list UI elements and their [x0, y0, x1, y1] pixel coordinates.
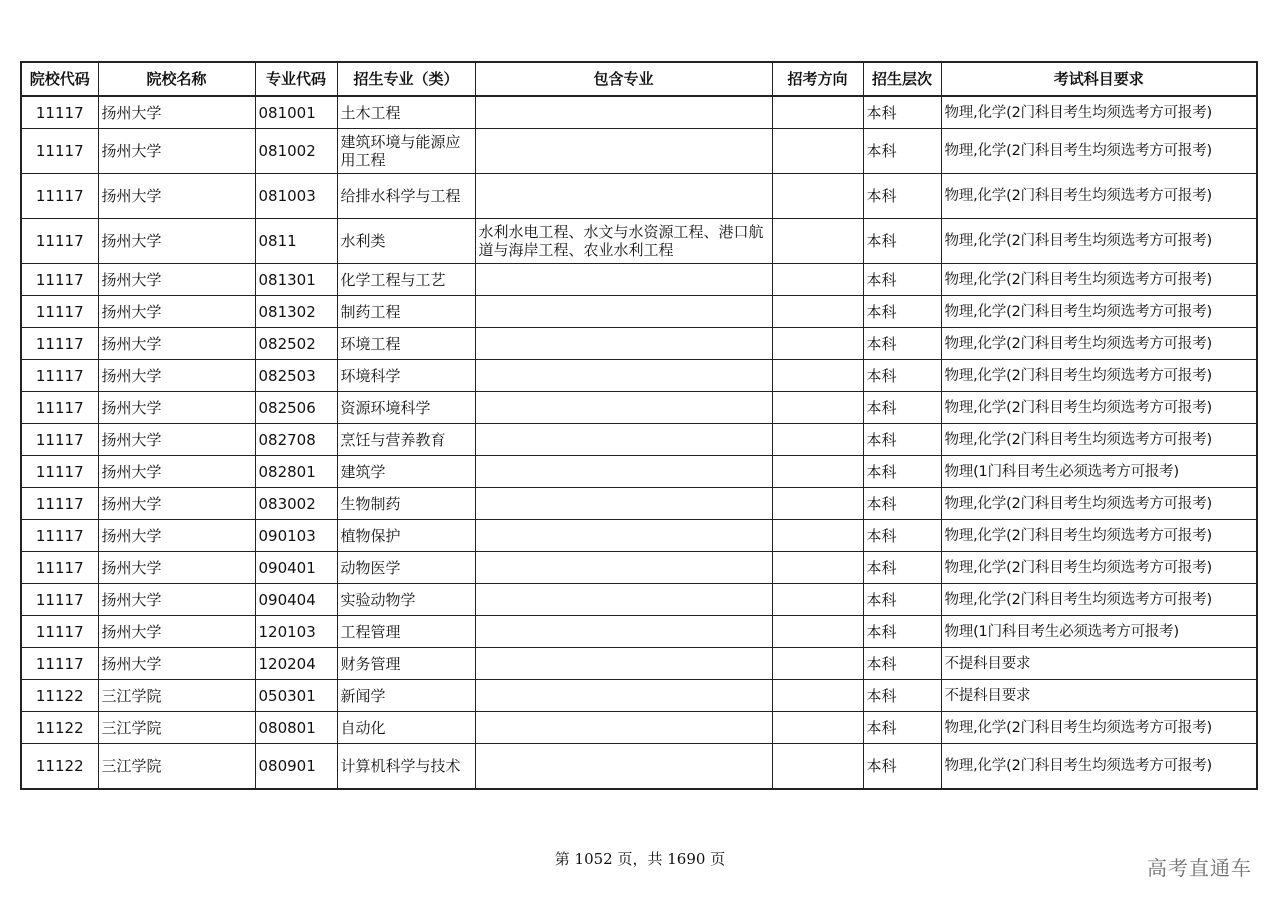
- cell-school-code: 11117: [21, 584, 98, 616]
- cell-direction: [772, 584, 863, 616]
- table-body: [21, 96, 1257, 789]
- cell-subject-requirement: 物理,化学(2门科目考生均须选考方可报考): [941, 174, 1257, 219]
- cell-included-majors: [475, 616, 772, 648]
- cell-subject-requirement: 物理(1门科目考生必须选考方可报考): [941, 616, 1257, 648]
- cell-major: 计算机科学与技术: [337, 744, 475, 790]
- table-row: [21, 174, 1257, 219]
- cell-direction: [772, 520, 863, 552]
- cell-major-code: 090401: [255, 552, 337, 584]
- cell-included-majors: [475, 392, 772, 424]
- cell-subject-requirement: 物理,化学(2门科目考生均须选考方可报考): [941, 328, 1257, 360]
- table-row: [21, 392, 1257, 424]
- cell-school-code: 11117: [21, 456, 98, 488]
- cell-direction: [772, 616, 863, 648]
- cell-major: 给排水科学与工程: [337, 174, 475, 219]
- cell-direction: [772, 488, 863, 520]
- cell-level: 本科: [863, 648, 941, 680]
- cell-major: 资源环境科学: [337, 392, 475, 424]
- cell-direction: [772, 456, 863, 488]
- cell-school-name: 扬州大学: [98, 96, 255, 129]
- table-row: [21, 552, 1257, 584]
- cell-school-name: 扬州大学: [98, 264, 255, 296]
- cell-school-name: 扬州大学: [98, 648, 255, 680]
- cell-major-code: 090103: [255, 520, 337, 552]
- cell-school-code: 11117: [21, 392, 98, 424]
- cell-major-code: 081301: [255, 264, 337, 296]
- cell-major: 自动化: [337, 712, 475, 744]
- cell-subject-requirement: 物理,化学(2门科目考生均须选考方可报考): [941, 296, 1257, 328]
- cell-subject-requirement: 物理,化学(2门科目考生均须选考方可报考): [941, 360, 1257, 392]
- cell-school-name: 扬州大学: [98, 488, 255, 520]
- cell-subject-requirement: 物理(1门科目考生必须选考方可报考): [941, 456, 1257, 488]
- cell-major: 环境科学: [337, 360, 475, 392]
- cell-school-code: 11117: [21, 296, 98, 328]
- cell-included-majors: [475, 520, 772, 552]
- cell-subject-requirement: 不提科目要求: [941, 648, 1257, 680]
- cell-included-majors: [475, 129, 772, 174]
- cell-school-name: 扬州大学: [98, 392, 255, 424]
- cell-school-code: 11117: [21, 616, 98, 648]
- cell-major-code: 082502: [255, 328, 337, 360]
- cell-major: 水利类: [337, 219, 475, 264]
- cell-direction: [772, 360, 863, 392]
- cell-subject-requirement: 物理,化学(2门科目考生均须选考方可报考): [941, 744, 1257, 790]
- cell-included-majors: [475, 174, 772, 219]
- cell-major-code: 083002: [255, 488, 337, 520]
- cell-level: 本科: [863, 680, 941, 712]
- cell-subject-requirement: 物理,化学(2门科目考生均须选考方可报考): [941, 424, 1257, 456]
- cell-major: 建筑环境与能源应用工程: [337, 129, 475, 174]
- cell-subject-requirement: 物理,化学(2门科目考生均须选考方可报考): [941, 392, 1257, 424]
- cell-school-code: 11117: [21, 552, 98, 584]
- table-row: [21, 219, 1257, 264]
- cell-subject-requirement: 物理,化学(2门科目考生均须选考方可报考): [941, 96, 1257, 129]
- header-included-majors: 包含专业: [475, 62, 772, 96]
- cell-subject-requirement: 物理,化学(2门科目考生均须选考方可报考): [941, 264, 1257, 296]
- cell-major: 植物保护: [337, 520, 475, 552]
- cell-level: 本科: [863, 219, 941, 264]
- cell-direction: [772, 648, 863, 680]
- cell-school-name: 扬州大学: [98, 424, 255, 456]
- cell-direction: [772, 296, 863, 328]
- cell-school-code: 11117: [21, 96, 98, 129]
- cell-major: 动物医学: [337, 552, 475, 584]
- cell-direction: [772, 712, 863, 744]
- cell-school-code: 11122: [21, 744, 98, 790]
- cell-direction: [772, 129, 863, 174]
- table-row: [21, 424, 1257, 456]
- cell-direction: [772, 424, 863, 456]
- header-subject-requirement: 考试科目要求: [941, 62, 1257, 96]
- cell-included-majors: [475, 296, 772, 328]
- table-row: [21, 328, 1257, 360]
- cell-school-code: 11117: [21, 424, 98, 456]
- cell-school-code: 11117: [21, 488, 98, 520]
- cell-major-code: 050301: [255, 680, 337, 712]
- cell-direction: [772, 174, 863, 219]
- cell-school-code: 11117: [21, 174, 98, 219]
- cell-major-code: 081001: [255, 96, 337, 129]
- cell-school-name: 扬州大学: [98, 456, 255, 488]
- cell-level: 本科: [863, 744, 941, 790]
- cell-major: 财务管理: [337, 648, 475, 680]
- cell-level: 本科: [863, 584, 941, 616]
- cell-school-name: 扬州大学: [98, 296, 255, 328]
- page-number: 第 1052 页，共 1690 页: [554, 850, 726, 868]
- cell-included-majors: [475, 456, 772, 488]
- cell-school-code: 11117: [21, 360, 98, 392]
- cell-school-name: 扬州大学: [98, 616, 255, 648]
- cell-major: 烹饪与营养教育: [337, 424, 475, 456]
- cell-school-name: 扬州大学: [98, 174, 255, 219]
- table-row: [21, 520, 1257, 552]
- cell-included-majors: [475, 96, 772, 129]
- cell-major: 土木工程: [337, 96, 475, 129]
- cell-level: 本科: [863, 520, 941, 552]
- table-row: [21, 456, 1257, 488]
- table-row: [21, 360, 1257, 392]
- header-major: 招生专业（类）: [337, 62, 475, 96]
- cell-subject-requirement: 物理,化学(2门科目考生均须选考方可报考): [941, 219, 1257, 264]
- cell-direction: [772, 680, 863, 712]
- cell-direction: [772, 219, 863, 264]
- cell-school-name: 扬州大学: [98, 552, 255, 584]
- cell-included-majors: [475, 712, 772, 744]
- cell-major-code: 120204: [255, 648, 337, 680]
- cell-direction: [772, 264, 863, 296]
- cell-major-code: 081302: [255, 296, 337, 328]
- cell-direction: [772, 744, 863, 790]
- cell-school-name: 扬州大学: [98, 129, 255, 174]
- cell-school-code: 11117: [21, 129, 98, 174]
- table-row: [21, 616, 1257, 648]
- cell-direction: [772, 552, 863, 584]
- cell-school-name: 扬州大学: [98, 219, 255, 264]
- cell-school-code: 11117: [21, 328, 98, 360]
- cell-major-code: 082801: [255, 456, 337, 488]
- watermark-text: 高考直通车: [1147, 856, 1252, 880]
- cell-major-code: 0811: [255, 219, 337, 264]
- cell-school-name: 三江学院: [98, 712, 255, 744]
- cell-school-name: 三江学院: [98, 680, 255, 712]
- cell-school-code: 11117: [21, 520, 98, 552]
- cell-level: 本科: [863, 552, 941, 584]
- cell-level: 本科: [863, 360, 941, 392]
- cell-level: 本科: [863, 712, 941, 744]
- table-row: [21, 129, 1257, 174]
- cell-major: 新闻学: [337, 680, 475, 712]
- cell-major-code: 082506: [255, 392, 337, 424]
- cell-major: 制药工程: [337, 296, 475, 328]
- cell-level: 本科: [863, 174, 941, 219]
- cell-subject-requirement: 物理,化学(2门科目考生均须选考方可报考): [941, 488, 1257, 520]
- cell-direction: [772, 96, 863, 129]
- table-row: [21, 264, 1257, 296]
- cell-included-majors: [475, 328, 772, 360]
- cell-subject-requirement: 物理,化学(2门科目考生均须选考方可报考): [941, 129, 1257, 174]
- cell-level: 本科: [863, 392, 941, 424]
- cell-level: 本科: [863, 96, 941, 129]
- cell-school-name: 扬州大学: [98, 328, 255, 360]
- cell-included-majors: [475, 584, 772, 616]
- cell-major-code: 080801: [255, 712, 337, 744]
- table-row: [21, 96, 1257, 129]
- cell-included-majors: 水利水电工程、水文与水资源工程、港口航道与海岸工程、农业水利工程: [475, 219, 772, 264]
- cell-level: 本科: [863, 328, 941, 360]
- cell-level: 本科: [863, 488, 941, 520]
- cell-major-code: 120103: [255, 616, 337, 648]
- cell-subject-requirement: 物理,化学(2门科目考生均须选考方可报考): [941, 520, 1257, 552]
- cell-subject-requirement: 物理,化学(2门科目考生均须选考方可报考): [941, 584, 1257, 616]
- cell-school-code: 11122: [21, 712, 98, 744]
- cell-major-code: 080901: [255, 744, 337, 790]
- header-school-code: 院校代码: [21, 62, 98, 96]
- cell-school-name: 扬州大学: [98, 520, 255, 552]
- cell-included-majors: [475, 264, 772, 296]
- cell-subject-requirement: 不提科目要求: [941, 680, 1257, 712]
- table-row: [21, 296, 1257, 328]
- cell-level: 本科: [863, 616, 941, 648]
- cell-level: 本科: [863, 129, 941, 174]
- table-row: [21, 712, 1257, 744]
- cell-major: 工程管理: [337, 616, 475, 648]
- cell-school-code: 11117: [21, 648, 98, 680]
- header-direction: 招考方向: [772, 62, 863, 96]
- cell-major-code: 081003: [255, 174, 337, 219]
- table-row: [21, 680, 1257, 712]
- cell-included-majors: [475, 648, 772, 680]
- table-row: [21, 744, 1257, 790]
- cell-included-majors: [475, 424, 772, 456]
- cell-school-code: 11117: [21, 219, 98, 264]
- cell-major: 生物制药: [337, 488, 475, 520]
- cell-included-majors: [475, 680, 772, 712]
- header-school-name: 院校名称: [98, 62, 255, 96]
- cell-major-code: 082708: [255, 424, 337, 456]
- cell-school-name: 扬州大学: [98, 584, 255, 616]
- cell-level: 本科: [863, 264, 941, 296]
- cell-subject-requirement: 物理,化学(2门科目考生均须选考方可报考): [941, 712, 1257, 744]
- cell-school-code: 11117: [21, 264, 98, 296]
- cell-subject-requirement: 物理,化学(2门科目考生均须选考方可报考): [941, 552, 1257, 584]
- cell-included-majors: [475, 552, 772, 584]
- cell-major: 实验动物学: [337, 584, 475, 616]
- cell-major: 环境工程: [337, 328, 475, 360]
- header-major-code: 专业代码: [255, 62, 337, 96]
- cell-major-code: 082503: [255, 360, 337, 392]
- cell-direction: [772, 328, 863, 360]
- cell-major-code: 090404: [255, 584, 337, 616]
- header-level: 招生层次: [863, 62, 941, 96]
- cell-level: 本科: [863, 424, 941, 456]
- table-row: [21, 648, 1257, 680]
- admission-table: [20, 61, 1258, 790]
- cell-school-name: 扬州大学: [98, 360, 255, 392]
- cell-school-code: 11122: [21, 680, 98, 712]
- cell-school-name: 三江学院: [98, 744, 255, 790]
- cell-major: 化学工程与工艺: [337, 264, 475, 296]
- table-row: [21, 488, 1257, 520]
- cell-included-majors: [475, 360, 772, 392]
- table-header-row: [21, 62, 1257, 96]
- cell-major: 建筑学: [337, 456, 475, 488]
- cell-major-code: 081002: [255, 129, 337, 174]
- cell-included-majors: [475, 488, 772, 520]
- table-row: [21, 584, 1257, 616]
- cell-included-majors: [475, 744, 772, 790]
- cell-level: 本科: [863, 296, 941, 328]
- cell-level: 本科: [863, 456, 941, 488]
- cell-direction: [772, 392, 863, 424]
